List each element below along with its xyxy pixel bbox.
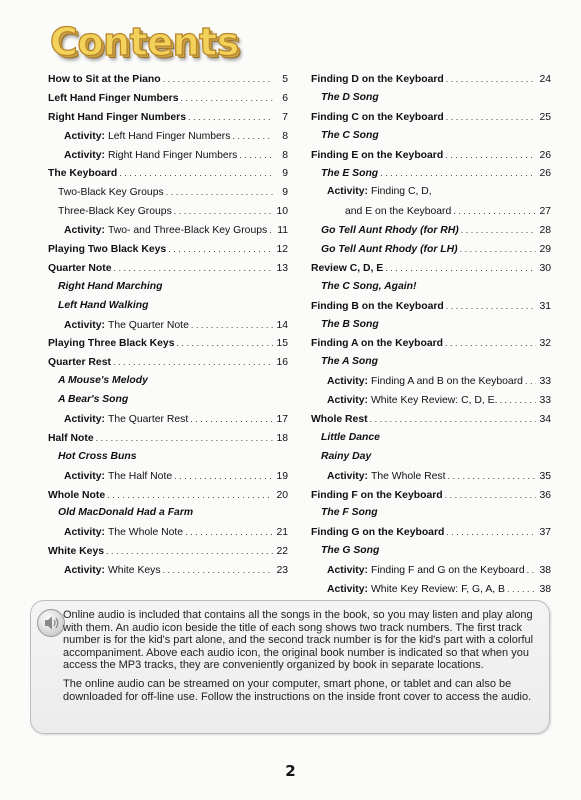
toc-entry — [48, 561, 288, 580]
dot-leader — [106, 542, 273, 561]
toc-entry — [48, 523, 288, 542]
toc-entry-page: 17 — [276, 414, 288, 426]
dot-leader — [168, 240, 273, 259]
dot-leader — [163, 70, 273, 89]
toc-entry-title: Old MacDonald Had a Farm — [58, 507, 194, 519]
toc-entry-label — [327, 468, 446, 487]
toc-entry-title: and E on the Keyboard — [345, 206, 452, 218]
toc-entry-page: 23 — [276, 565, 288, 577]
toc-entry-label — [327, 581, 505, 600]
toc-entry-title: The Quarter Note — [108, 319, 189, 331]
toc-entry — [48, 127, 288, 146]
activity-prefix: Activity: — [64, 414, 105, 426]
dot-leader — [107, 486, 273, 505]
toc-entry-title: Left Hand Finger Numbers — [48, 92, 179, 104]
toc-entry-title: The Half Note — [108, 470, 173, 482]
toc-entry — [311, 89, 551, 108]
toc-entry-title: The B Song — [321, 318, 379, 330]
toc-entry-page: 9 — [282, 168, 288, 180]
toc-entry-page: 15 — [276, 338, 288, 350]
toc-entry-page: 8 — [282, 149, 288, 161]
toc-entry-title: Right Hand Finger Numbers — [108, 149, 238, 161]
toc-entry — [48, 429, 288, 448]
dot-leader — [507, 580, 536, 599]
toc-entry-page: 7 — [282, 111, 288, 123]
toc-entry — [48, 183, 288, 202]
toc-entry — [311, 353, 551, 372]
toc-entry — [48, 334, 288, 353]
toc-entry-page: 11 — [277, 225, 288, 237]
toc-entry-page: 9 — [282, 187, 288, 199]
dot-leader — [380, 164, 536, 183]
toc-entry — [311, 410, 551, 429]
toc-entry-title: Finding C on the Keyboard — [311, 111, 444, 123]
audio-info-paragraph: Online audio is included that contains all the songs in the book, so you may listen and play along with them. An audio icon beside the title of each song shows two track numbers. The first track number is for the kid's part alone, and the second track number is for the kid's part with a colorful accompaniment. Above each audio icon, the original book number is indicated so that when you access the MP3 tracks, they are conveniently organized by book in separate locations. — [63, 609, 534, 672]
activity-prefix: Activity: — [64, 130, 105, 142]
toc-entry-title: White Keys — [48, 546, 105, 558]
toc-entry — [48, 410, 288, 429]
toc-entry-title: The C Song — [321, 129, 379, 141]
dot-leader — [119, 164, 273, 183]
toc-entry-page: 26 — [539, 149, 551, 161]
toc-entry-label — [64, 524, 183, 543]
toc-entry-title: Finding F and G on the Keyboard — [371, 565, 525, 577]
activity-prefix: Activity: — [327, 395, 368, 407]
dot-leader — [460, 240, 536, 259]
toc-entry-title: The G Song — [321, 545, 380, 557]
toc-entry-title: White Keys — [108, 565, 161, 577]
dot-leader — [448, 467, 537, 486]
toc-entry-page: 30 — [539, 262, 551, 274]
toc-entry — [311, 580, 551, 599]
dot-leader — [461, 221, 536, 240]
toc-entry-title: Quarter Note — [48, 262, 112, 274]
toc-entry-title: Finding A and B on the Keyboard — [371, 376, 523, 388]
toc-entry-page: 20 — [276, 489, 288, 501]
toc-entry — [48, 353, 288, 372]
dot-leader — [174, 202, 273, 221]
toc-entry — [311, 164, 551, 183]
toc-entry — [48, 278, 288, 297]
toc-entry-title: Playing Two Black Keys — [48, 244, 167, 256]
toc-entry — [48, 372, 288, 391]
toc-entry-title: A Bear's Song — [58, 394, 129, 406]
toc-entry — [311, 542, 551, 561]
toc-entry-page: 32 — [539, 338, 551, 350]
dot-leader — [499, 391, 536, 410]
toc-entry-page: 24 — [539, 74, 551, 85]
dot-leader — [232, 127, 273, 146]
toc-entry — [311, 240, 551, 259]
toc-entry-page: 33 — [539, 376, 551, 388]
toc-entry-label — [327, 373, 523, 392]
dot-leader — [446, 108, 536, 127]
activity-prefix: Activity: — [64, 470, 105, 482]
toc-entry-label — [64, 222, 267, 241]
dot-leader — [239, 146, 273, 165]
audio-info-box — [30, 600, 550, 734]
toc-entry-title: White Key Review: C, D, E. — [371, 395, 498, 407]
toc-entry-page: 28 — [539, 225, 551, 237]
toc-entry-title: Finding C, D, — [371, 186, 432, 198]
dot-leader — [269, 221, 273, 240]
activity-prefix: Activity: — [64, 225, 105, 237]
dot-leader — [446, 70, 536, 89]
toc-entry-title: Whole Rest — [311, 414, 368, 426]
toc-entry-title: Finding E on the Keyboard — [311, 149, 444, 161]
toc-right-column — [311, 70, 551, 599]
toc-entry-title: Three-Black Key Groups — [58, 206, 172, 218]
toc-entry-page: 26 — [539, 168, 551, 180]
dot-leader — [163, 561, 273, 580]
speaker-icon-graphic — [38, 610, 64, 636]
toc-entry — [48, 448, 288, 467]
toc-entry-title: Half Note — [48, 432, 94, 444]
toc-entry-label — [64, 147, 237, 166]
toc-entry-page: 21 — [276, 527, 288, 539]
toc-entry-label — [327, 562, 525, 581]
toc-entry-title: A Mouse's Melody — [58, 375, 148, 387]
toc-entry — [311, 202, 551, 221]
toc-entry-page: 35 — [539, 470, 551, 482]
dot-leader — [174, 467, 273, 486]
dot-leader — [166, 183, 273, 202]
toc-entry-title: Right Hand Marching — [58, 280, 163, 292]
toc-entry-title: The Whole Rest — [371, 470, 446, 482]
toc-entry — [311, 108, 551, 127]
toc-entry — [48, 164, 288, 183]
toc-entry-page: 19 — [276, 470, 288, 482]
dot-leader — [446, 297, 536, 316]
toc-entry — [311, 70, 551, 89]
activity-prefix: Activity: — [327, 584, 368, 596]
toc-entry — [48, 202, 288, 221]
toc-entry-title: Left Hand Finger Numbers — [108, 130, 231, 142]
toc-entry — [311, 467, 551, 486]
toc-entry-page: 6 — [282, 92, 288, 104]
toc-entry-label — [327, 183, 432, 202]
toc-entry-title: Finding D on the Keyboard — [311, 74, 444, 85]
toc-entry-title: Quarter Rest — [48, 357, 111, 369]
toc-entry-page: 10 — [276, 206, 288, 218]
activity-prefix: Activity: — [64, 319, 105, 331]
toc-entry-title: The D Song — [321, 91, 379, 103]
toc-entry-title: The Keyboard — [48, 168, 118, 180]
activity-prefix: Activity: — [327, 186, 368, 198]
audio-info-text — [63, 609, 543, 709]
toc-entry — [311, 391, 551, 410]
toc-entry — [48, 240, 288, 259]
toc-entry — [48, 297, 288, 316]
toc-entry — [311, 448, 551, 467]
speaker-icon — [37, 609, 65, 637]
page-number: 2 — [285, 762, 296, 780]
toc-entry-label — [64, 411, 188, 430]
toc-entry-page: 8 — [282, 130, 288, 142]
toc-entry-page: 18 — [276, 432, 288, 444]
toc-entry-title: Review C, D, E — [311, 262, 384, 274]
toc-entry-title: Finding A on the Keyboard — [311, 338, 443, 350]
activity-prefix: Activity: — [64, 565, 105, 577]
toc-entry — [311, 429, 551, 448]
dot-leader — [385, 259, 536, 278]
toc-entry — [48, 316, 288, 335]
dot-leader — [190, 410, 273, 429]
toc-left-column — [48, 70, 288, 580]
toc-entry-title: The A Song — [321, 356, 378, 368]
toc-entry — [311, 259, 551, 278]
toc-entry-title: Hot Cross Buns — [58, 450, 137, 462]
toc-entry-title: Finding G on the Keyboard — [311, 527, 445, 539]
toc-entry-title: Go Tell Aunt Rhody (for LH) — [321, 244, 458, 256]
audio-info-paragraph: The online audio can be streamed on your computer, smart phone, or tablet and can also be downloaded for off-line use. Follow the instructions on the inside front cover to access the audio. — [63, 677, 532, 703]
toc-entry — [48, 542, 288, 561]
toc-entry-title: Right Hand Finger Numbers — [48, 111, 186, 123]
toc-entry — [311, 561, 551, 580]
toc-entry-page: 33 — [539, 395, 551, 407]
toc-entry-page: 38 — [539, 565, 551, 577]
toc-entry — [48, 108, 288, 127]
toc-entry-title: Rainy Day — [321, 450, 372, 462]
toc-entry — [311, 221, 551, 240]
toc-entry-page: 38 — [539, 584, 551, 596]
dot-leader — [525, 372, 536, 391]
toc-entry-title: Whole Note — [48, 489, 106, 501]
toc-entry — [48, 504, 288, 523]
toc-entry-label — [64, 468, 172, 487]
toc-entry — [48, 221, 288, 240]
toc-entry-page: 5 — [282, 74, 288, 85]
toc-entry-page: 16 — [276, 357, 288, 369]
toc-entry-label — [327, 392, 497, 411]
toc-entry-page: 27 — [539, 206, 551, 218]
dot-leader — [445, 486, 536, 505]
toc-entry — [311, 523, 551, 542]
activity-prefix: Activity: — [64, 527, 105, 539]
toc-entry-title: Go Tell Aunt Rhody (for RH) — [321, 225, 459, 237]
dot-leader — [185, 523, 273, 542]
toc-entry — [311, 127, 551, 146]
toc-entry-page: 36 — [539, 489, 551, 501]
toc-entry — [311, 278, 551, 297]
dot-leader — [191, 316, 273, 335]
toc-entry-page: 31 — [539, 300, 551, 312]
toc-entry-title: The C Song, Again! — [321, 280, 417, 292]
toc-entry — [48, 467, 288, 486]
toc-entry-title: Finding F on the Keyboard — [311, 489, 443, 501]
toc-entry — [48, 486, 288, 505]
toc-entry-title: The Whole Note — [108, 527, 184, 539]
toc-entry-title: Left Hand Walking — [58, 299, 149, 311]
dot-leader — [445, 146, 536, 165]
toc-entry-title: How to Sit at the Piano — [48, 74, 161, 85]
toc-entry-title: The E Song — [321, 168, 379, 180]
toc-entry — [48, 89, 288, 108]
dot-leader — [453, 202, 536, 221]
toc-entry-title: Playing Three Black Keys — [48, 338, 175, 350]
dot-leader — [188, 108, 273, 127]
toc-entry — [311, 183, 551, 202]
toc-entry-label — [64, 128, 230, 147]
toc-entry-page: 14 — [276, 319, 288, 331]
activity-prefix: Activity: — [327, 565, 368, 577]
dot-leader — [527, 561, 536, 580]
toc-entry — [311, 372, 551, 391]
toc-entry — [48, 259, 288, 278]
toc-entry — [48, 391, 288, 410]
page-title: Contents — [50, 20, 239, 64]
toc-entry — [311, 486, 551, 505]
toc-entry-label — [64, 562, 161, 581]
activity-prefix: Activity: — [327, 376, 368, 388]
toc-entry-title: Finding B on the Keyboard — [311, 300, 444, 312]
dot-leader — [445, 334, 536, 353]
toc-entry-title: Two-Black Key Groups — [58, 187, 164, 199]
toc-entry — [311, 504, 551, 523]
activity-prefix: Activity: — [64, 149, 105, 161]
toc-entry-page: 13 — [276, 262, 288, 274]
toc-entry-title: The Quarter Rest — [108, 414, 189, 426]
dot-leader — [113, 353, 273, 372]
toc-entry-page: 25 — [539, 111, 551, 123]
toc-entry-label — [64, 317, 189, 336]
toc-entry-page: 34 — [539, 414, 551, 426]
dot-leader — [370, 410, 536, 429]
toc-entry — [311, 297, 551, 316]
toc-entry-title: The F Song — [321, 507, 378, 519]
toc-entry — [48, 146, 288, 165]
dot-leader — [96, 429, 273, 448]
toc-entry-page: 12 — [276, 244, 288, 256]
toc-entry-page: 37 — [539, 527, 551, 539]
toc-entry-title: White Key Review: F, G, A, B — [371, 584, 505, 596]
toc-entry-page: 29 — [539, 244, 551, 256]
toc-entry-title: Little Dance — [321, 431, 380, 443]
toc-entry — [311, 334, 551, 353]
activity-prefix: Activity: — [327, 470, 368, 482]
dot-leader — [176, 334, 273, 353]
toc-entry-page: 22 — [276, 546, 288, 558]
dot-leader — [180, 89, 273, 108]
toc-entry — [311, 316, 551, 335]
toc-entry-title: Two- and Three-Black Key Groups — [108, 225, 268, 237]
toc-entry — [48, 70, 288, 89]
toc-entry — [311, 146, 551, 165]
dot-leader — [114, 259, 273, 278]
dot-leader — [446, 523, 536, 542]
